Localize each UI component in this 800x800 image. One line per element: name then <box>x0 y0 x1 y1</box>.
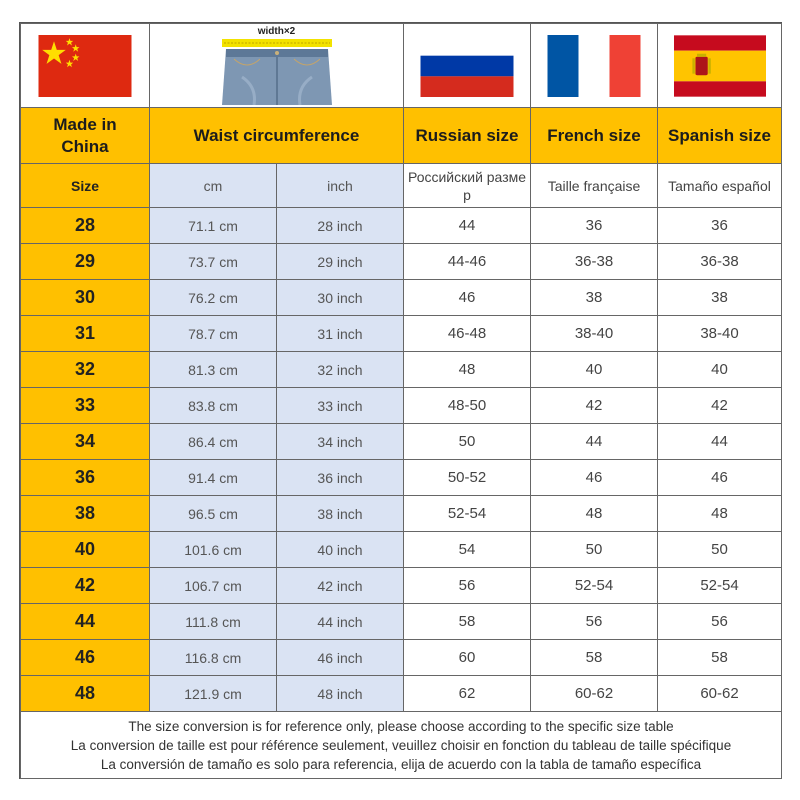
french-size-cell: 60-62 <box>531 676 658 712</box>
spanish-size-cell: 40 <box>658 352 782 388</box>
waist-cm-cell: 91.4 cm <box>150 460 277 496</box>
waist-cm-cell: 86.4 cm <box>150 424 277 460</box>
size-cell: 30 <box>21 280 150 316</box>
disclaimer-cell <box>21 712 782 779</box>
disclaimer-english: The size conversion is for reference only, please choose according to the specific size table <box>128 718 674 734</box>
table-row <box>21 460 782 496</box>
inch-subheader: inch <box>277 164 404 208</box>
french-size-cell: 36 <box>531 208 658 244</box>
table-row <box>21 496 782 532</box>
table-row <box>21 388 782 424</box>
flag-row <box>21 24 782 108</box>
size-cell: 40 <box>21 532 150 568</box>
china-flag-cell <box>21 24 150 108</box>
size-cell: 48 <box>21 676 150 712</box>
france-flag-cell <box>531 24 658 108</box>
waist-inch-cell: 29 inch <box>277 244 404 280</box>
size-cell: 46 <box>21 640 150 676</box>
russian-size-cell: 46-48 <box>404 316 531 352</box>
spanish-subheader: Tamaño español <box>658 164 782 208</box>
waist-inch-cell: 44 inch <box>277 604 404 640</box>
spanish-size-cell: 36-38 <box>658 244 782 280</box>
russian-size-cell: 56 <box>404 568 531 604</box>
waist-circumference-header: Waist circumference <box>150 108 404 164</box>
waist-inch-cell: 40 inch <box>277 532 404 568</box>
subheader-row <box>21 164 782 208</box>
size-subheader: Size <box>21 164 150 208</box>
waist-cm-cell: 76.2 cm <box>150 280 277 316</box>
french-size-cell: 50 <box>531 532 658 568</box>
disclaimer-row <box>21 712 782 779</box>
waist-cm-cell: 83.8 cm <box>150 388 277 424</box>
spain-flag-icon <box>674 35 766 97</box>
size-cell: 36 <box>21 460 150 496</box>
spanish-size-cell: 38-40 <box>658 316 782 352</box>
waist-inch-cell: 34 inch <box>277 424 404 460</box>
jeans-measure-cell <box>150 24 404 108</box>
table-row <box>21 676 782 712</box>
french-size-cell: 42 <box>531 388 658 424</box>
spanish-size-cell: 52-54 <box>658 568 782 604</box>
made-in-china-header: Made in China <box>21 108 150 164</box>
cm-subheader: cm <box>150 164 277 208</box>
table-row <box>21 424 782 460</box>
size-cell: 31 <box>21 316 150 352</box>
china-flag-icon <box>38 35 132 97</box>
french-size-cell: 46 <box>531 460 658 496</box>
russia-flag-icon <box>420 35 514 97</box>
waist-cm-cell: 121.9 cm <box>150 676 277 712</box>
waist-cm-cell: 111.8 cm <box>150 604 277 640</box>
waist-inch-cell: 38 inch <box>277 496 404 532</box>
waist-inch-cell: 48 inch <box>277 676 404 712</box>
russian-size-cell: 50 <box>404 424 531 460</box>
russian-size-cell: 44-46 <box>404 244 531 280</box>
french-size-cell: 38-40 <box>531 316 658 352</box>
russian-size-cell: 58 <box>404 604 531 640</box>
french-size-cell: 56 <box>531 604 658 640</box>
spanish-size-cell: 56 <box>658 604 782 640</box>
waist-inch-cell: 32 inch <box>277 352 404 388</box>
table-row <box>21 352 782 388</box>
table-row <box>21 640 782 676</box>
waist-inch-cell: 42 inch <box>277 568 404 604</box>
french-subheader: Taille française <box>531 164 658 208</box>
spanish-size-cell: 48 <box>658 496 782 532</box>
spanish-size-cell: 42 <box>658 388 782 424</box>
jeans-waist-measure-icon <box>212 27 342 105</box>
russian-size-cell: 50-52 <box>404 460 531 496</box>
spanish-size-cell: 44 <box>658 424 782 460</box>
table-row <box>21 604 782 640</box>
russian-subheader: Российский размер <box>404 164 531 208</box>
jeans-measure-label: width×2 <box>257 25 296 37</box>
french-size-header: French size <box>531 108 658 164</box>
spain-flag-cell <box>658 24 782 108</box>
russia-flag-cell <box>404 24 531 108</box>
french-size-cell: 40 <box>531 352 658 388</box>
size-chart <box>19 22 782 779</box>
size-cell: 44 <box>21 604 150 640</box>
size-cell: 38 <box>21 496 150 532</box>
russian-size-cell: 44 <box>404 208 531 244</box>
spanish-size-cell: 50 <box>658 532 782 568</box>
russian-size-cell: 48-50 <box>404 388 531 424</box>
russian-size-cell: 60 <box>404 640 531 676</box>
french-size-cell: 58 <box>531 640 658 676</box>
waist-inch-cell: 33 inch <box>277 388 404 424</box>
waist-cm-cell: 101.6 cm <box>150 532 277 568</box>
size-cell: 28 <box>21 208 150 244</box>
table-row <box>21 316 782 352</box>
table-row <box>21 280 782 316</box>
french-size-cell: 52-54 <box>531 568 658 604</box>
waist-cm-cell: 78.7 cm <box>150 316 277 352</box>
waist-cm-cell: 96.5 cm <box>150 496 277 532</box>
waist-inch-cell: 31 inch <box>277 316 404 352</box>
french-size-cell: 36-38 <box>531 244 658 280</box>
size-cell: 34 <box>21 424 150 460</box>
waist-cm-cell: 81.3 cm <box>150 352 277 388</box>
table-row <box>21 568 782 604</box>
waist-inch-cell: 36 inch <box>277 460 404 496</box>
disclaimer-french: La conversion de taille est pour référence seulement, veuillez choisir en fonction du tableau de taille spécifique <box>70 737 732 753</box>
french-size-cell: 48 <box>531 496 658 532</box>
waist-cm-cell: 106.7 cm <box>150 568 277 604</box>
size-cell: 33 <box>21 388 150 424</box>
french-size-cell: 44 <box>531 424 658 460</box>
french-size-cell: 38 <box>531 280 658 316</box>
spanish-size-cell: 38 <box>658 280 782 316</box>
table-row <box>21 208 782 244</box>
russian-size-header: Russian size <box>404 108 531 164</box>
table-row <box>21 532 782 568</box>
table-row <box>21 244 782 280</box>
spanish-size-cell: 36 <box>658 208 782 244</box>
waist-inch-cell: 46 inch <box>277 640 404 676</box>
size-cell: 32 <box>21 352 150 388</box>
russian-size-cell: 62 <box>404 676 531 712</box>
header-row <box>21 108 782 164</box>
spanish-size-header: Spanish size <box>658 108 782 164</box>
waist-cm-cell: 73.7 cm <box>150 244 277 280</box>
size-cell: 29 <box>21 244 150 280</box>
waist-inch-cell: 30 inch <box>277 280 404 316</box>
waist-cm-cell: 71.1 cm <box>150 208 277 244</box>
russian-size-cell: 46 <box>404 280 531 316</box>
russian-size-cell: 48 <box>404 352 531 388</box>
waist-inch-cell: 28 inch <box>277 208 404 244</box>
disclaimer-spanish: La conversión de tamaño es solo para referencia, elija de acuerdo con la tabla de tamaño específica <box>100 756 702 772</box>
spanish-size-cell: 60-62 <box>658 676 782 712</box>
russian-size-cell: 54 <box>404 532 531 568</box>
france-flag-icon <box>547 35 641 97</box>
spanish-size-cell: 46 <box>658 460 782 496</box>
waist-cm-cell: 116.8 cm <box>150 640 277 676</box>
russian-size-cell: 52-54 <box>404 496 531 532</box>
size-conversion-table <box>20 23 782 779</box>
size-cell: 42 <box>21 568 150 604</box>
spanish-size-cell: 58 <box>658 640 782 676</box>
